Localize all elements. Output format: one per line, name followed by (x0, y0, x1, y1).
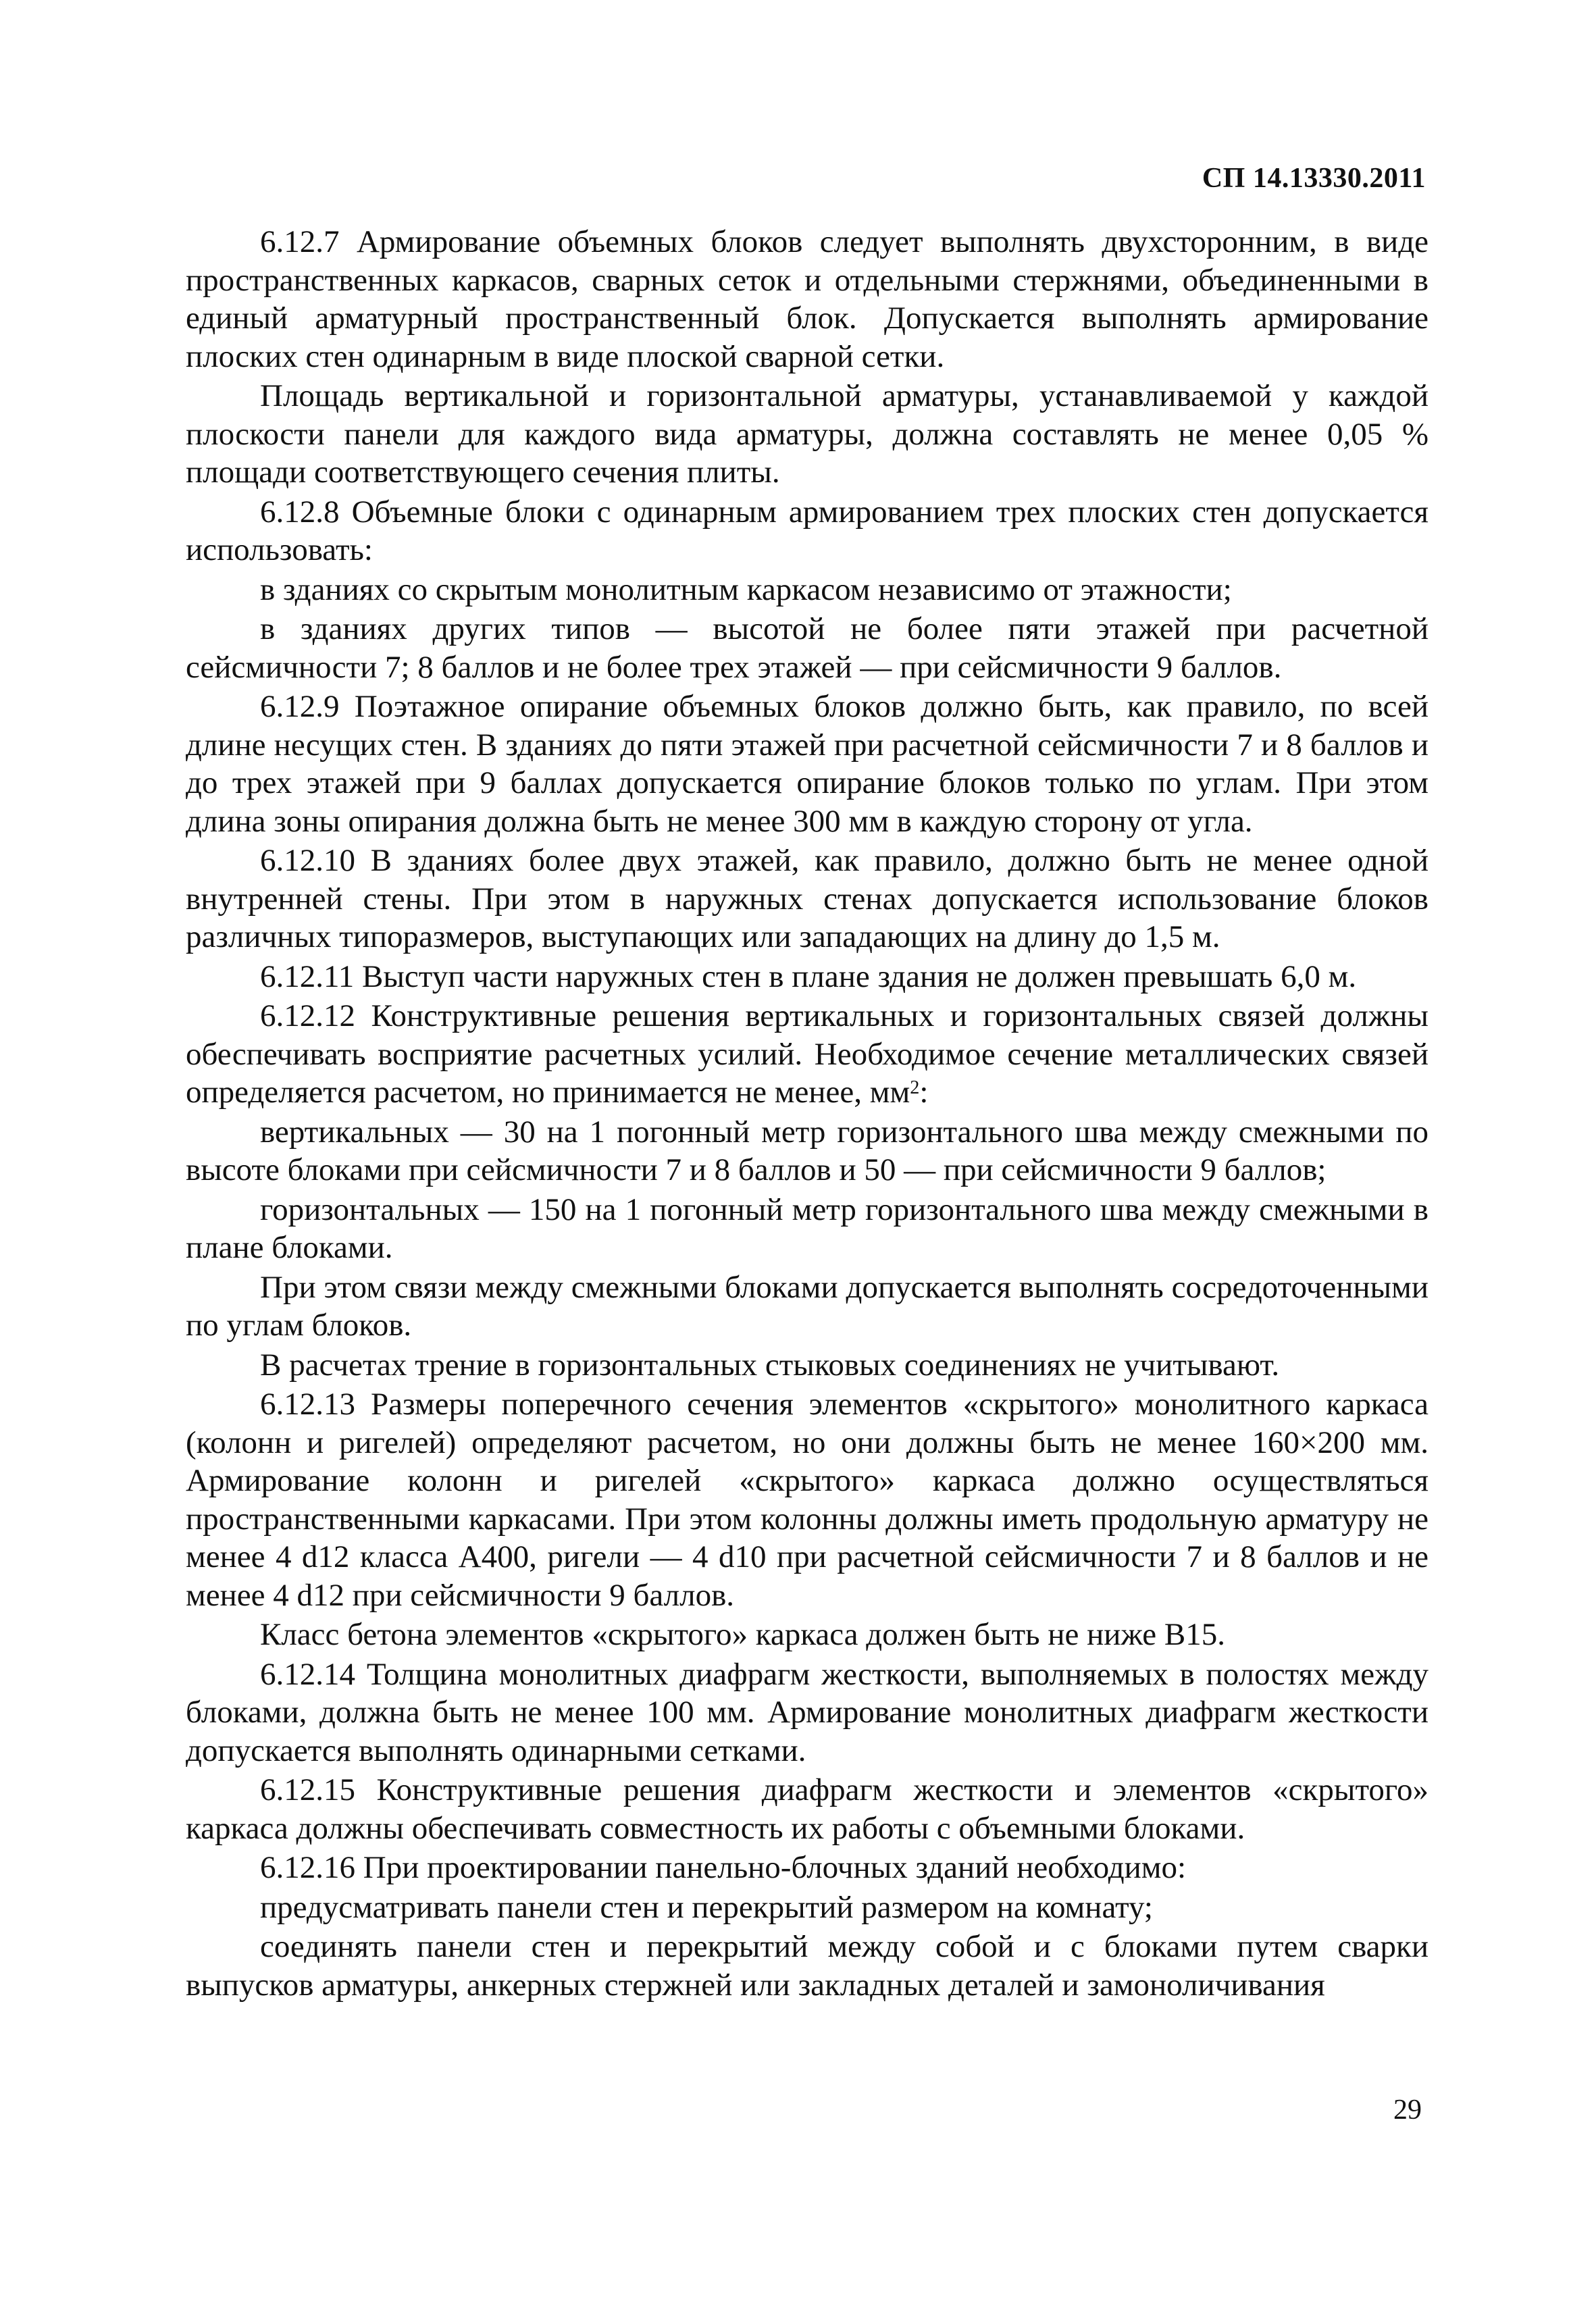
paragraph-6-12-16: 6.12.16 При проектировании панельно-блочных зданий необходимо: (260, 1850, 1187, 1885)
document-code-header: СП 14.13330.2011 (1202, 163, 1426, 194)
paragraph-6-12-13: 6.12.13 Размеры поперечного сечения элементов «скрытого» монолитного каркаса (колонн и ригелей) определяют расчетом, но они должны быть не менее 160×200 мм. Армирование колонн и ригелей «скрытого» каркаса должно осуществляться пространственными каркасами. При этом колонны должны иметь продольную арматуру не менее 4 d12 класса А400, ригели — 4 d10 при расчетной сейсмичности 7 и 8 баллов и не менее 4 d12 при сейсмичности 9 баллов. (186, 1387, 1428, 1613)
page-number: 29 (1393, 2094, 1422, 2126)
list-item-vertical-links: вертикальных — 30 на 1 погонный метр горизонтального шва между смежными по высоте блоками при сейсмичности 7 и 8 баллов и 50 — при сейсмичности 9 баллов; (186, 1114, 1428, 1187)
paragraph-6-12-10: 6.12.10 В зданиях более двух этажей, как правило, должно быть не менее одной внутренней стены. При этом в наружных стенах допускается использование блоков различных типоразмеров, выступающих или западающих на длину до 1,5 м. (186, 843, 1428, 954)
paragraph-6-12-12-tail: : (919, 1075, 929, 1110)
list-item-hidden-frame: в зданиях со скрытым монолитным каркасом независимо от этажности; (260, 571, 1232, 607)
list-item-connect-panels: соединять панели стен и перекрытий между собой и с блоками путем сварки выпусков арматуры, анкерных стержней или закладных деталей и замоноличивания (186, 1929, 1428, 2003)
paragraph-6-12-15: 6.12.15 Конструктивные решения диафрагм жесткости и элементов «скрытого» каркаса должны обеспечивать совместность их работы с объемными блоками. (186, 1772, 1428, 1846)
paragraph-6-12-11: 6.12.11 Выступ части наружных стен в плане здания не должен превышать 6,0 м. (260, 958, 1357, 994)
paragraph-6-12-9: 6.12.9 Поэтажное опирание объемных блоков должно быть, как правило, по всей длине несущих стен. В зданиях до пяти этажей при расчетной сейсмичности 7 и 8 баллов и до трех этажей при 9 баллах допускается опирание блоков только по углам. При этом длина зоны опирания должна быть не менее 300 мм в каждую сторону от угла. (186, 689, 1428, 839)
list-item-horizontal-links: горизонтальных — 150 на 1 погонный метр горизонтального шва между смежными в плане блоками. (186, 1191, 1428, 1265)
paragraph-concentrated-links: При этом связи между смежными блоками допускается выполнять сосредоточенными по углам блоков. (186, 1269, 1428, 1343)
paragraph-friction: В расчетах трение в горизонтальных стыковых соединениях не учитывают. (260, 1347, 1280, 1383)
paragraph-6-12-7: 6.12.7 Армирование объемных блоков следует выполнять двухсторонним, в виде пространственных каркасов, сварных сеток и отдельными стержнями, объединенными в единый арматурный пространственный блок. Допускается выполнять армирование плоских стен одинарным в виде плоской сварной сетки. (186, 224, 1428, 374)
superscript-squared: 2 (910, 1077, 920, 1098)
list-item-other-types: в зданиях других типов — высотой не более пяти этажей при расчетной сейсмичности 7; 8 баллов и не более трех этажей — при сейсмичности 9 баллов. (186, 611, 1428, 685)
list-item-panels-room-size: предусматривать панели стен и перекрытий размером на комнату; (260, 1889, 1153, 1925)
paragraph-6-12-12 (186, 997, 1428, 1112)
paragraph-concrete-class: Класс бетона элементов «скрытого» каркаса должен быть не ниже В15. (260, 1617, 1226, 1652)
document-body (186, 223, 1428, 2005)
paragraph-6-12-14: 6.12.14 Толщина монолитных диафрагм жесткости, выполняемых в полостях между блоками, должна быть не менее 100 мм. Армирование монолитных диафрагм жесткости допускается выполнять одинарными сетками. (186, 1656, 1428, 1768)
paragraph-6-12-12-text: 6.12.12 Конструктивные решения вертикальных и горизонтальных связей должны обеспечивать восприятие расчетных усилий. Необходимое сечение металлических связей определяется расчетом, но принимается не менее, мм (186, 998, 1428, 1110)
paragraph-6-12-8: 6.12.8 Объемные блоки с одинарным армированием трех плоских стен допускается использовать: (186, 494, 1428, 567)
paragraph-reinforcement-area: Площадь вертикальной и горизонтальной арматуры, устанавливаемой у каждой плоскости панели для каждого вида арматуры, должна составлять не менее 0,05 % площади соответствующего сечения плиты. (186, 378, 1428, 490)
